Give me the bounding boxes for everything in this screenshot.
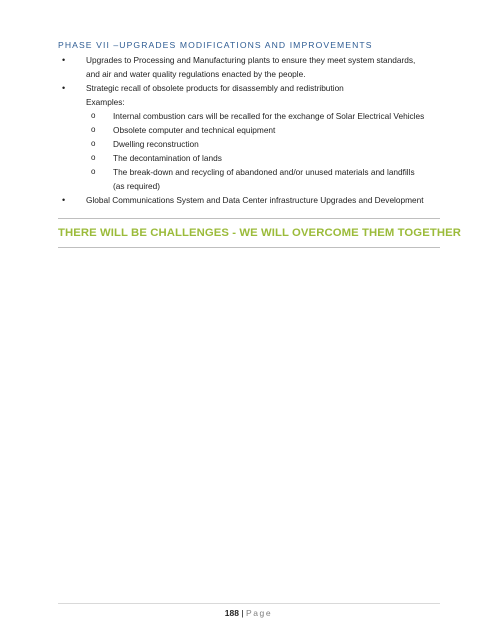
sub-item-text: The decontamination of lands [113, 153, 222, 163]
sub-item-text: The break-down and recycling of abandoned and/or unused materials and landfills [113, 167, 415, 177]
section-heading: PHASE VII –UPGRADES MODIFICATIONS AND IMPROVEMENTS [58, 40, 373, 50]
sub-list-item [58, 137, 443, 151]
page-number: 188 [224, 608, 239, 618]
challenge-heading: THERE WILL BE CHALLENGES - WE WILL OVERCOME THEM TOGETHER [58, 227, 461, 239]
sub-list-item [58, 151, 443, 165]
list-item-text: Upgrades to Processing and Manufacturing plants to ensure they meet system standards, [86, 55, 416, 65]
divider [58, 247, 440, 248]
sub-list-item [58, 123, 443, 137]
list-item [58, 81, 443, 109]
list-item [58, 193, 443, 207]
list-item-text: Global Communications System and Data Center infrastructure Upgrades and Development [86, 195, 424, 205]
page-label: Page [245, 608, 273, 618]
list-item-text: Strategic recall of obsolete products for disassembly and redistribution [86, 83, 344, 93]
bullet-icon: • [62, 195, 66, 205]
sub-item-text: Obsolete computer and technical equipment [113, 125, 276, 135]
bullet-icon: • [62, 55, 66, 65]
bullet-icon: • [62, 83, 66, 93]
sub-list-item [58, 109, 443, 123]
sub-list [58, 109, 443, 193]
circle-bullet-icon: o [91, 153, 96, 162]
sub-item-text: Dwelling reconstruction [113, 139, 199, 149]
sub-item-text: (as required) [113, 181, 161, 191]
footer-separator: | [241, 608, 244, 618]
circle-bullet-icon: o [91, 167, 96, 176]
sub-list-item [58, 165, 443, 193]
circle-bullet-icon: o [91, 139, 96, 148]
divider [58, 218, 440, 219]
footer-divider [58, 603, 440, 604]
page-footer [0, 608, 497, 618]
circle-bullet-icon: o [91, 111, 96, 120]
examples-label: Examples: [86, 97, 125, 107]
sub-item-text: Internal combustion cars will be recalled for the exchange of Solar Electrical Vehicles [113, 111, 425, 121]
circle-bullet-icon: o [91, 125, 96, 134]
bullet-list [58, 53, 443, 207]
list-item-text: and air and water quality regulations enacted by the people. [86, 69, 306, 79]
list-item [58, 53, 443, 81]
